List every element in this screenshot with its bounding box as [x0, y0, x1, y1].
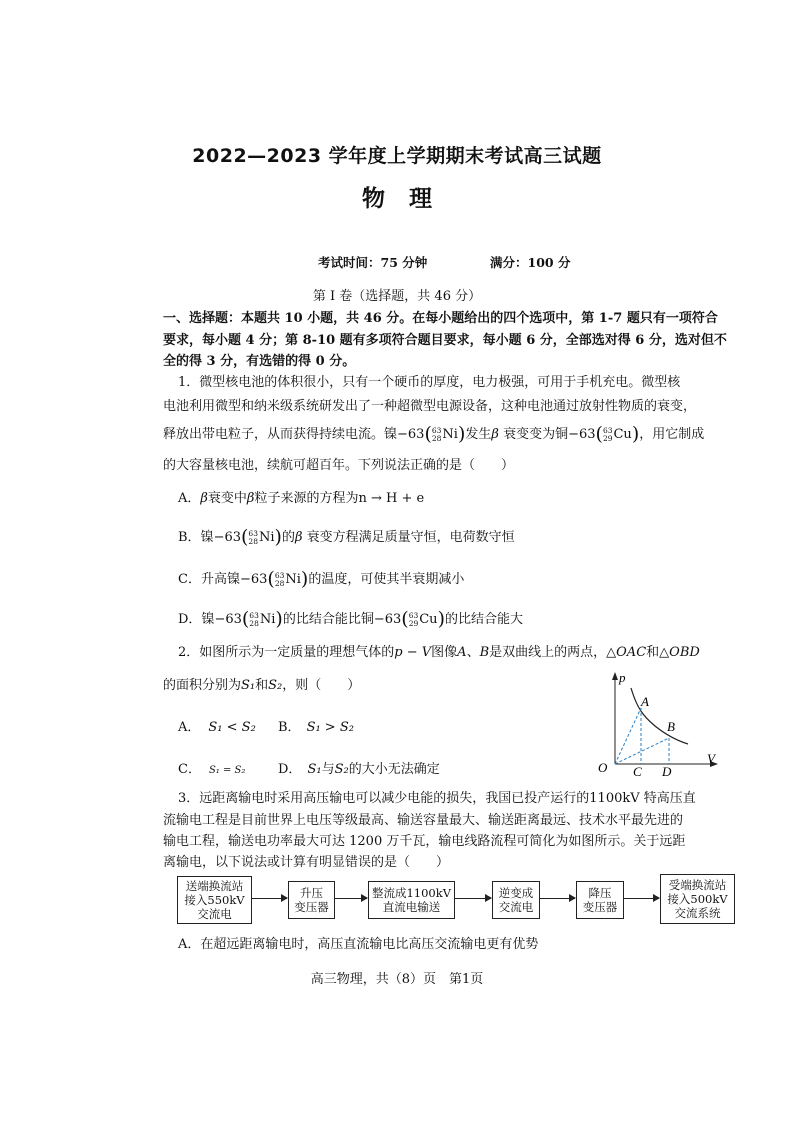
line-oa — [615, 708, 641, 764]
flow-arrow-1 — [251, 898, 287, 899]
label-d: D — [662, 764, 672, 779]
label-c: C — [633, 764, 642, 779]
flow-box-invert-ac: 逆变成 交流电 — [492, 881, 540, 919]
q1-line-1: 1．微型核电池的体积很小，只有一个硬币的厚度，电力极强，可用于手机充电。微型核 — [178, 375, 681, 390]
cu-nuclide: 63 29 — [602, 425, 613, 443]
q2-line-1: 2．如图所示为一定质量的理想气体的p − V图像A、B是双曲线上的两点，△OAC和△OBD — [178, 645, 700, 660]
label-p: p — [619, 670, 626, 685]
q1-option-d: D．镍−63(63 28Ni)的比结合能比铜−63(63 29Cu)的比结合能大 — [178, 608, 523, 630]
subject-char-1: 物 — [362, 186, 385, 212]
q3-line-2: 流输电工程是目前世界上电压等级最高、输送容量最大、输送距离最远、技术水平最先进的 — [163, 813, 684, 828]
q1-line-2: 电池利用微型和纳米级系统研发出了一种超微型电源设备，这种电池通过放射性物质的衰变， — [163, 399, 697, 414]
q3-line-1: 3．远距离输电时采用高压输电可以减少电能的损失，我国已投产运行的1100kV 特高压直 — [178, 791, 696, 806]
hyperbola-curve — [631, 688, 688, 744]
ni-nuclide: 63 28 — [431, 425, 442, 443]
subject-title — [0, 180, 794, 213]
exam-title: 2022—2023 学年度上学期期末考试高三试题 — [192, 145, 602, 167]
beta-symbol: β — [491, 427, 499, 442]
flow-arrow-2 — [334, 898, 367, 899]
page-footer: 高三物理，共（8）页 第1页 — [310, 972, 484, 987]
flow-box-step-up-transformer: 升压 变压器 — [288, 881, 335, 919]
q2-line-2: 的面积分别为S₁和S₂，则（ ） — [163, 678, 361, 693]
q1-text: 释放出带电粒子，从而获得持续电流。镍 — [163, 427, 398, 442]
q1-line-3: 释放出带电粒子，从而获得持续电流。镍−63(63 28Ni)发生β 衰变变为铜−63(63 29Cu)，用它制成 — [163, 423, 705, 445]
q2-option-b: B． S₁ > S₂ — [278, 720, 354, 735]
q1-option-c: C．升高镍−63(63 28Ni)的温度，可使其半衰期减小 — [178, 568, 465, 590]
label-v: V — [707, 751, 715, 766]
cu-label: −63 — [568, 427, 596, 442]
label-o: O — [598, 760, 608, 775]
flow-box-sending-station: 送端换流站 接入550kV 交流电 — [177, 876, 252, 924]
q2-option-a: A． S₁ < S₂ — [178, 720, 256, 735]
q3-option-a: A．在超远距离输电时，高压直流输电比高压交流输电更有优势 — [178, 937, 539, 952]
q1-option-a: A．β衰变中β粒子来源的方程为n → H + e — [178, 491, 425, 506]
q3-line-4: 离输电，以下说法或计算有明显错误的是（ ） — [163, 855, 450, 870]
pv-graph — [595, 668, 725, 780]
q1-option-b: B．镍−63(63 28Ni)的β 衰变方程满足质量守恒，电荷数守恒 — [178, 526, 515, 548]
section-heading: 一、选择题：本题共 10 小题，共 46 分。在每小题给出的四个选项中，第 1-7 题只有一项符合要求，每小题 4 分；第 8-10 题有多项符合题目要求，每小题 6 分，全部选对得 6 分，选对但不全的得 3 分，有选错的得 0 分。 — [163, 311, 727, 369]
flow-arrow-3 — [454, 898, 491, 899]
q1-line-4: 的大容量核电池，续航可超百年。下列说法正确的是（ ） — [163, 458, 515, 473]
flow-box-rectify-dc: 整流成1100kV 直流电输送 — [368, 881, 455, 919]
volume-heading: 第 Ⅰ 卷（选择题，共 46 分） — [312, 289, 482, 304]
exam-time: 考试时间：75 分钟 — [318, 255, 428, 270]
flow-arrow-4 — [539, 898, 575, 899]
ni-label: −63 — [397, 427, 425, 442]
flow-box-receiving-station: 受端换流站 接入500kV 交流系统 — [660, 874, 735, 924]
label-a: A — [641, 694, 649, 709]
line-ob — [615, 738, 669, 764]
q3-line-3: 输电工程，输送电功率最大可达 1200 万千瓦，输电线路流程可简化为如图所示。关于远距 — [163, 834, 686, 849]
subject-char-2: 理 — [409, 186, 432, 212]
q2-option-d: D． S₁与S₂的大小无法确定 — [278, 762, 440, 777]
q1-equation: n → H + e — [358, 491, 425, 506]
p-axis-arrow-icon — [612, 672, 618, 680]
flow-box-step-down-transformer: 降压 变压器 — [576, 881, 624, 919]
label-b: B — [667, 719, 675, 734]
q2-option-c: C． S₁ = S₂ — [178, 762, 246, 777]
full-score: 满分：100 分 — [490, 255, 571, 270]
flow-arrow-5 — [623, 898, 659, 899]
